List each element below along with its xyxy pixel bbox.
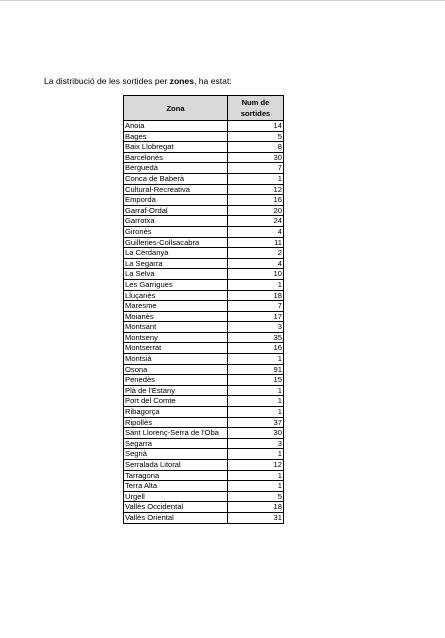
zone-cell: Montsant: [124, 322, 228, 333]
zone-cell: Terra Alta: [124, 481, 228, 492]
count-cell: 37: [228, 417, 284, 428]
count-cell: 10: [228, 269, 284, 280]
intro-text-bold: zones: [169, 75, 194, 86]
count-cell: 18: [228, 502, 284, 513]
zone-cell: Ripollès: [124, 417, 228, 428]
count-cell: 7: [228, 163, 284, 174]
zone-cell: Plà de l'Estany: [124, 385, 228, 396]
zone-cell: Conca de Baberà: [124, 173, 228, 184]
zone-cell: Segarra: [124, 438, 228, 449]
table-row: [124, 195, 284, 206]
table-row: [124, 481, 284, 492]
table-row: [124, 163, 284, 174]
count-cell: 7: [228, 301, 284, 312]
table-row: [124, 460, 284, 471]
table-row: [124, 237, 284, 248]
count-cell: 91: [228, 364, 284, 375]
zone-cell: Maresme: [124, 301, 228, 312]
count-cell: 30: [228, 152, 284, 163]
count-cell: 12: [228, 460, 284, 471]
count-cell: 16: [228, 195, 284, 206]
zone-cell: Montsià: [124, 354, 228, 365]
table-row: [124, 142, 284, 153]
table-row: [124, 269, 284, 280]
zone-cell: Moianès: [124, 311, 228, 322]
header-count: [228, 96, 284, 121]
zone-cell: La Selva: [124, 269, 228, 280]
intro-paragraph: [44, 75, 232, 87]
count-cell: 5: [228, 131, 284, 142]
zone-cell: La Cerdanya: [124, 248, 228, 259]
count-cell: 11: [228, 237, 284, 248]
table-row: [124, 470, 284, 481]
table-row: [124, 121, 284, 132]
zone-cell: Vallès Occidental: [124, 502, 228, 513]
zone-cell: Cultural-Recreativa: [124, 184, 228, 195]
table-row: [124, 322, 284, 333]
zone-cell: Gironès: [124, 226, 228, 237]
count-cell: 20: [228, 205, 284, 216]
zone-cell: Berguedà: [124, 163, 228, 174]
table-row: [124, 311, 284, 322]
table-row: [124, 216, 284, 227]
count-cell: 18: [228, 290, 284, 301]
count-cell: 15: [228, 375, 284, 386]
header-count-line2: sortides: [240, 109, 271, 118]
count-cell: 5: [228, 491, 284, 502]
count-cell: 1: [228, 449, 284, 460]
count-cell: 8: [228, 142, 284, 153]
zone-cell: La Segarra: [124, 258, 228, 269]
table-row: [124, 438, 284, 449]
count-cell: 24: [228, 216, 284, 227]
table-row: [124, 226, 284, 237]
count-cell: 1: [228, 470, 284, 481]
table-row: [124, 332, 284, 343]
zone-cell: Osona: [124, 364, 228, 375]
header-count-line1: Num de: [241, 98, 270, 107]
table-row: [124, 205, 284, 216]
zone-cell: Port del Comte: [124, 396, 228, 407]
table-row: [124, 152, 284, 163]
count-cell: 1: [228, 173, 284, 184]
table-row: [124, 248, 284, 259]
zone-cell: Emporda: [124, 195, 228, 206]
count-cell: 1: [228, 407, 284, 418]
count-cell: 3: [228, 322, 284, 333]
count-cell: 1: [228, 354, 284, 365]
zone-cell: Bages: [124, 131, 228, 142]
table-row: [124, 385, 284, 396]
zone-cell: Ribagorça: [124, 407, 228, 418]
table-row: [124, 417, 284, 428]
intro-text-before: La distribució de les sortides per: [44, 75, 170, 86]
zone-cell: Baix Llobregat: [124, 142, 228, 153]
zone-cell: Penedès: [124, 375, 228, 386]
count-cell: 31: [228, 512, 284, 523]
count-cell: 30: [228, 428, 284, 439]
page-top-divider: [0, 0, 445, 1]
zone-cell: Montserrat: [124, 343, 228, 354]
count-cell: 17: [228, 311, 284, 322]
count-cell: 3: [228, 438, 284, 449]
table-row: [124, 131, 284, 142]
count-cell: 14: [228, 121, 284, 132]
table-row: [124, 512, 284, 523]
table-row: [124, 290, 284, 301]
zone-cell: Sant Llorenç-Serra de l'Oba: [124, 428, 228, 439]
zone-cell: Lluçanès: [124, 290, 228, 301]
count-cell: 1: [228, 279, 284, 290]
count-cell: 1: [228, 385, 284, 396]
count-cell: 35: [228, 332, 284, 343]
header-zone: Zona: [124, 96, 228, 121]
count-cell: 1: [228, 481, 284, 492]
table-row: [124, 279, 284, 290]
zone-cell: Garrotxa: [124, 216, 228, 227]
table-row: [124, 491, 284, 502]
table-row: [124, 364, 284, 375]
table-header-row: [124, 96, 284, 121]
table-row: [124, 449, 284, 460]
table-row: [124, 502, 284, 513]
zones-table: [123, 95, 284, 524]
zone-cell: Garraf-Ordal: [124, 205, 228, 216]
zone-cell: Les Garrigues: [124, 279, 228, 290]
zone-cell: Tarragona: [124, 470, 228, 481]
table-row: [124, 258, 284, 269]
zone-cell: Vallès Oriental: [124, 512, 228, 523]
zone-cell: Barcelonès: [124, 152, 228, 163]
count-cell: 16: [228, 343, 284, 354]
table-row: [124, 428, 284, 439]
zone-cell: Urgell: [124, 491, 228, 502]
table-row: [124, 343, 284, 354]
zone-cell: Serralada Litoral: [124, 460, 228, 471]
zone-cell: Montseny: [124, 332, 228, 343]
table-row: [124, 301, 284, 312]
zone-cell: Guilleries-Collsacabra: [124, 237, 228, 248]
table-body: [124, 121, 284, 524]
zone-cell: Segrià: [124, 449, 228, 460]
table-row: [124, 407, 284, 418]
table-row: [124, 396, 284, 407]
intro-text-after: , ha estat:: [194, 75, 232, 86]
count-cell: 12: [228, 184, 284, 195]
table-row: [124, 375, 284, 386]
table-row: [124, 354, 284, 365]
table-row: [124, 173, 284, 184]
count-cell: 1: [228, 396, 284, 407]
count-cell: 2: [228, 248, 284, 259]
table-row: [124, 184, 284, 195]
count-cell: 4: [228, 226, 284, 237]
zone-cell: Anoia: [124, 121, 228, 132]
count-cell: 4: [228, 258, 284, 269]
